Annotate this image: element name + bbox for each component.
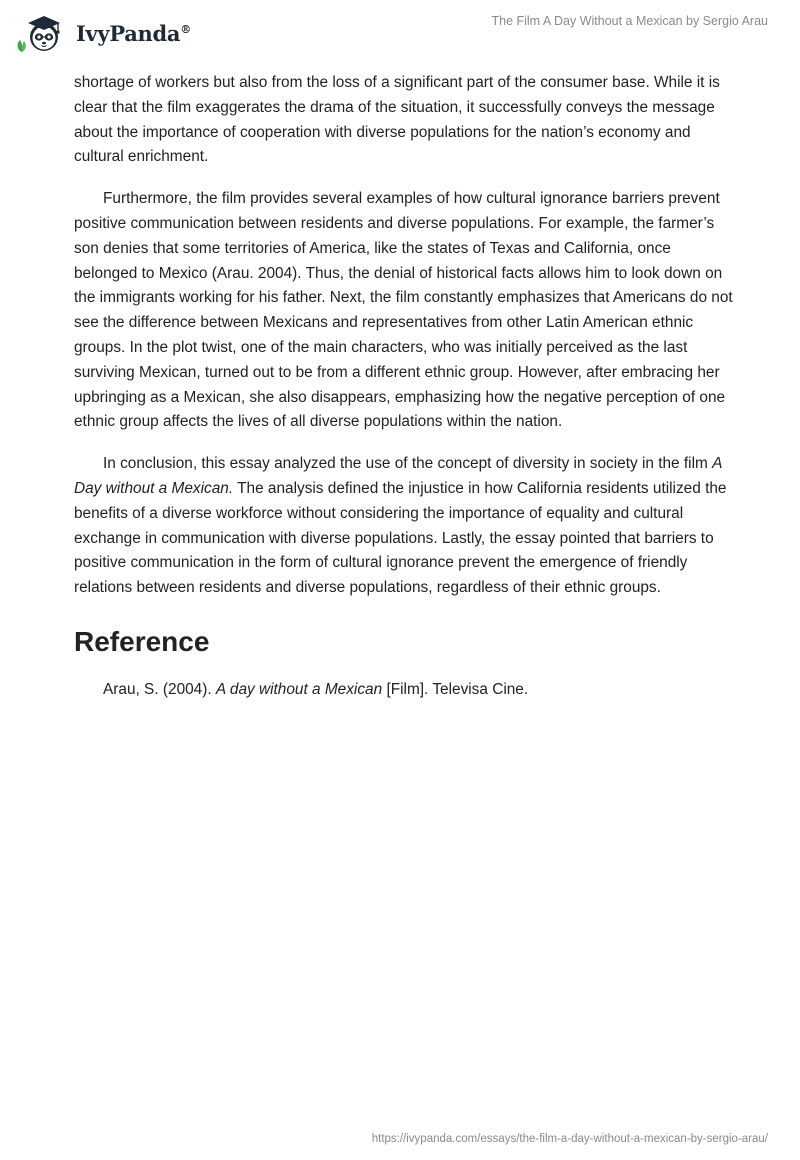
source-url[interactable]: https://ivypanda.com/essays/the-film-a-day-without-a-mexican-by-sergio-arau/ <box>371 1133 768 1145</box>
reference-entry <box>103 678 734 702</box>
brand-logo[interactable] <box>14 8 214 58</box>
panda-graduation-cap-logo-icon <box>14 10 70 56</box>
reference-film-title: A day without a Mexican <box>215 680 383 698</box>
reference-heading: Reference <box>74 625 210 657</box>
film-title-italic: A Day without a Mexican. <box>74 455 722 497</box>
reference-publisher: [Film]. Televisa Cine. <box>382 680 529 698</box>
body-paragraph-3 <box>74 452 734 601</box>
paragraph-text-after-title: The analysis defined the injustice in how California residents utilized the benefits of a diverse workforce without considering the importance of equality and cultural exchange in communication with diverse populations. Lastly, the essay pointed that barriers to positive communication in the form of cultural ignorance prevent the emergence of friendly relations between residents and diverse populations, regardless of their ethnic groups. <box>74 479 727 597</box>
document-title: The Film A Day Without a Mexican by Sergio Arau <box>491 14 768 28</box>
brand-name-text: IvyPanda <box>76 20 181 46</box>
page-header <box>0 0 800 70</box>
body-paragraph-1: shortage of workers but also from the loss of a significant part of the consumer base. While it is clear that the film exaggerates the drama of the situation, it successfully conveys the message about the importance of cooperation with diverse populations for the nation’s economy and cultural enrichment. <box>74 74 720 166</box>
reference-author-year: Arau, S. (2004). <box>103 680 216 698</box>
essay-body <box>74 71 734 702</box>
registered-mark: ® <box>180 22 191 36</box>
paragraph-text-before-title: In conclusion, this essay analyzed the use of the concept of diversity in society in the film <box>103 455 713 473</box>
brand-name <box>76 21 191 46</box>
body-paragraph-2: Furthermore, the film provides several examples of how cultural ignorance barriers prevent positive communication between residents and diverse populations. For example, the farmer’s son denies that some territories of America, like the states of Texas and California, once belonged to Mexico (Arau. 2004). Thus, the denial of historical facts allows him to look down on the immigrants working for his father. Next, the film constantly emphasizes that Americans do not see the difference between Mexicans and representatives from other Latin American ethnic groups. In the plot twist, one of the main characters, who was initially perceived as the last surviving Mexican, turned out to be from a different ethnic group. However, after embracing her upbringing as a Mexican, she also disappears, emphasizing how the negative perception of one ethnic group affects the lives of all diverse populations within the nation. <box>74 190 733 431</box>
